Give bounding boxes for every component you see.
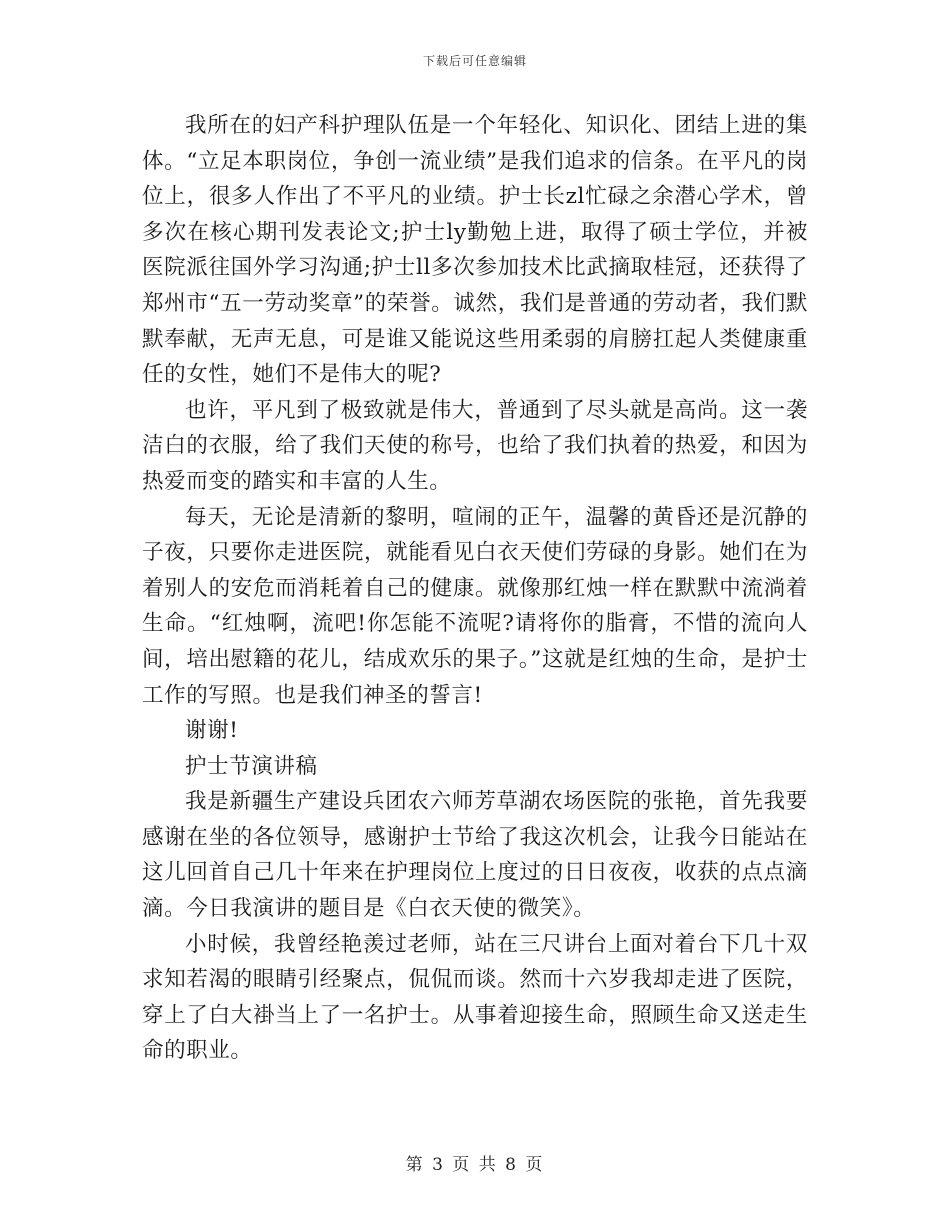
paragraph-ordinary-greatness: 也许，平凡到了极致就是伟大，普通到了尽头就是高尚。这一袭洁白的衣服，给了我们天使的称号，也给了我们执着的热爱，和因为热爱而变的踏实和丰富的人生。 — [142, 397, 808, 494]
speech-title: 护士节演讲稿 — [185, 753, 318, 779]
paragraph-childhood: 小时候，我曾经艳羡过老师，站在三尺讲台上面对着台下几十双求知若渴的眼睛引经聚点，侃侃而谈。然而十六岁我却走进了医院，穿上了白大褂当上了一名护士。从事着迎接生命，照顾生命又送走生命的职业。 — [142, 931, 808, 1064]
paragraph-team: 我所在的妇产科护理队伍是一个年轻化、知识化、团结上进的集体。“立足本职岗位，争创一流业绩”是我们追求的信条。在平凡的岗位上，很多人作出了不平凡的业绩。护士长zl忙碌之余潜心学术，曾多次在核心期刊发表论文;护士ly勤勉上进，取得了硕士学位，并被医院派往国外学习沟通;护士ll多次参加技术比武摘取桂冠，还获得了郑州市“五一劳动奖章”的荣誉。诚然，我们是普通的劳动者，我们默默奉献，无声无息，可是谁又能说这些用柔弱的肩膀扛起人类健康重任的女性，她们不是伟大的呢? — [142, 113, 808, 388]
page-header: 下载后可任意编辑 — [422, 54, 527, 68]
document-body — [142, 108, 808, 1069]
paragraph-thanks: 谢谢! — [185, 718, 239, 744]
paragraph-red-candle: 每天，无论是清新的黎明，喧闹的正午，温馨的黄昏还是沉静的子夜，只要你走进医院，就能看见白衣天使们劳碌的身影。她们在为着别人的安危而消耗着自己的健康。就像那红烛一样在默默中流淌着生命。“红烛啊，流吧!你怎能不流呢?请将你的脂膏，不惜的流向人间，培出慰籍的花儿，结成欢乐的果子。”这就是红烛的生命，是护士工作的写照。也是我们神圣的誓言! — [142, 504, 808, 708]
page-footer: 第 3 页 共 8 页 — [405, 1155, 545, 1175]
paragraph-introduction: 我是新疆生产建设兵团农六师芳草湖农场医院的张艳，首先我要感谢在坐的各位领导，感谢护士节给了我这次机会，让我今日能站在这儿回首自己几十年来在护理岗位上度过的日日夜夜，收获的点点滴滴。今日我演讲的题目是《白衣天使的微笑》。 — [142, 789, 808, 922]
